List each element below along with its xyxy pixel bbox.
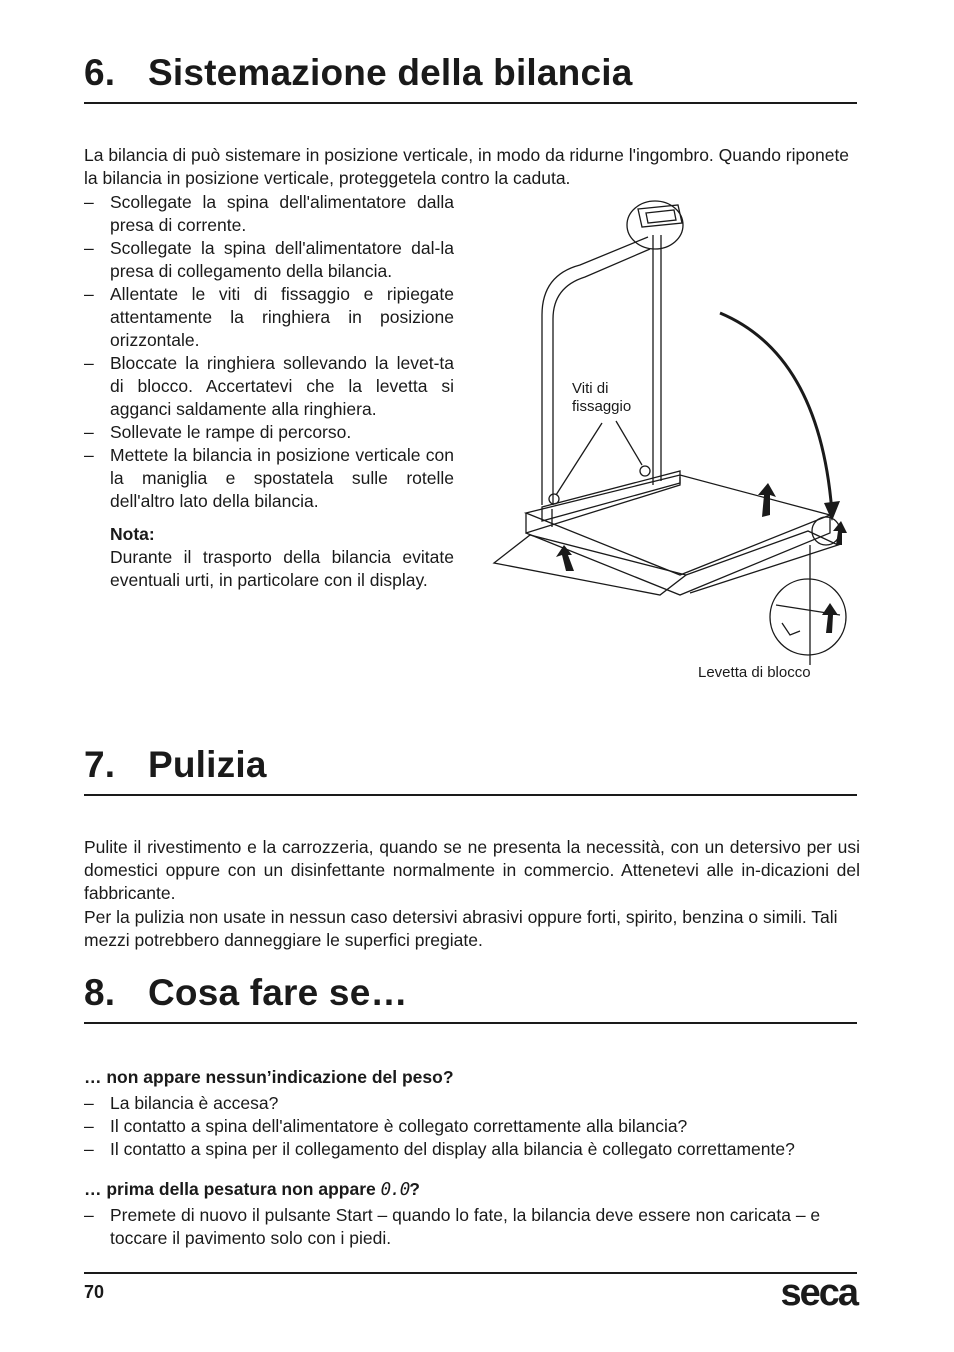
- list-item: – Bloccate la ringhiera sollevando la levet-ta di blocco. Accertatevi che la levetta si agganci saldamente alla ringhiera.: [84, 352, 454, 421]
- section-7-paragraph-2: Per la pulizia non usate in nessun caso detersivi abrasivi oppure forti, spirito, benzina o simili. Tali mezzi potrebbero danneggiare le superfici pregiate.: [84, 907, 838, 950]
- list-item: – La bilancia è accesa?: [84, 1092, 874, 1115]
- list-item: – Il contatto a spina dell'alimentatore è collegato correttamente alla bilancia?: [84, 1115, 874, 1138]
- section-6-steps: [84, 191, 454, 513]
- section-7-number: 7.: [84, 744, 116, 785]
- figure-label-screws: Viti di fissaggio: [572, 380, 632, 415]
- note-label: Nota:: [110, 524, 155, 544]
- section-7-heading: [84, 744, 857, 796]
- list-item: – Mettete la bilancia in posizione verticale con la maniglia e spostatela sulle rotelle dell'altro lato della bilancia.: [84, 444, 454, 513]
- question-2-suffix: ?: [409, 1179, 420, 1199]
- section-6-intro: La bilancia di può sistemare in posizione verticale, in modo da ridurne l'ingombro. Quando riponete la bilancia in posizione verticale, proteggetela contro la caduta.: [84, 145, 850, 188]
- list-item: – Allentate le viti di fissaggio e ripiegate attentamente la ringhiera in posizione orizzontale.: [84, 283, 454, 352]
- question-2: [84, 1178, 420, 1202]
- list-item: – Scollegate la spina dell'alimentatore dal-la presa di collegamento della bilancia.: [84, 237, 454, 283]
- scale-folding-illustration: [490, 195, 860, 665]
- question-2-text: … prima della pesatura non appare: [84, 1179, 381, 1199]
- question-1: … non appare nessun’indicazione del peso?: [84, 1067, 454, 1087]
- section-7-paragraph-1: Pulite il rivestimento e la carrozzeria, quando se ne presenta la necessità, con un detersivo per usi domestici oppure con un disinfettante normalmente in commercio. Attenetevi alle in-dicazioni del fabbricante.: [84, 837, 860, 903]
- section-6-heading: [84, 52, 857, 104]
- display-reading: 0.0: [380, 1180, 410, 1200]
- section-8-title: Cosa fare se…: [148, 972, 408, 1013]
- list-item: – Premete di nuovo il pulsante Start – quando lo fate, la bilancia deve essere non caricata – e toccare il pavimento solo con i piedi.: [84, 1204, 860, 1250]
- brand-logo: seca: [780, 1272, 857, 1314]
- section-6-number: 6.: [84, 52, 116, 93]
- list-item: – Il contatto a spina per il collegamento del display alla bilancia è collegato correttamente?: [84, 1138, 874, 1161]
- figure-label-lever: Levetta di blocco: [698, 664, 811, 681]
- note-text: Durante il trasporto della bilancia evitate eventuali urti, in particolare con il display.: [110, 547, 454, 590]
- list-item: – Scollegate la spina dell'alimentatore dalla presa di corrente.: [84, 191, 454, 237]
- question-1-answers: [84, 1092, 874, 1161]
- section-7-title: Pulizia: [148, 744, 267, 785]
- footer-rule: [84, 1272, 857, 1274]
- section-8-number: 8.: [84, 972, 116, 1013]
- page-number: 70: [84, 1282, 105, 1302]
- section-8-heading: [84, 972, 857, 1024]
- question-2-answers: [84, 1204, 860, 1250]
- list-item: – Sollevate le rampe di percorso.: [84, 421, 454, 444]
- section-6-title: Sistemazione della bilancia: [148, 52, 633, 93]
